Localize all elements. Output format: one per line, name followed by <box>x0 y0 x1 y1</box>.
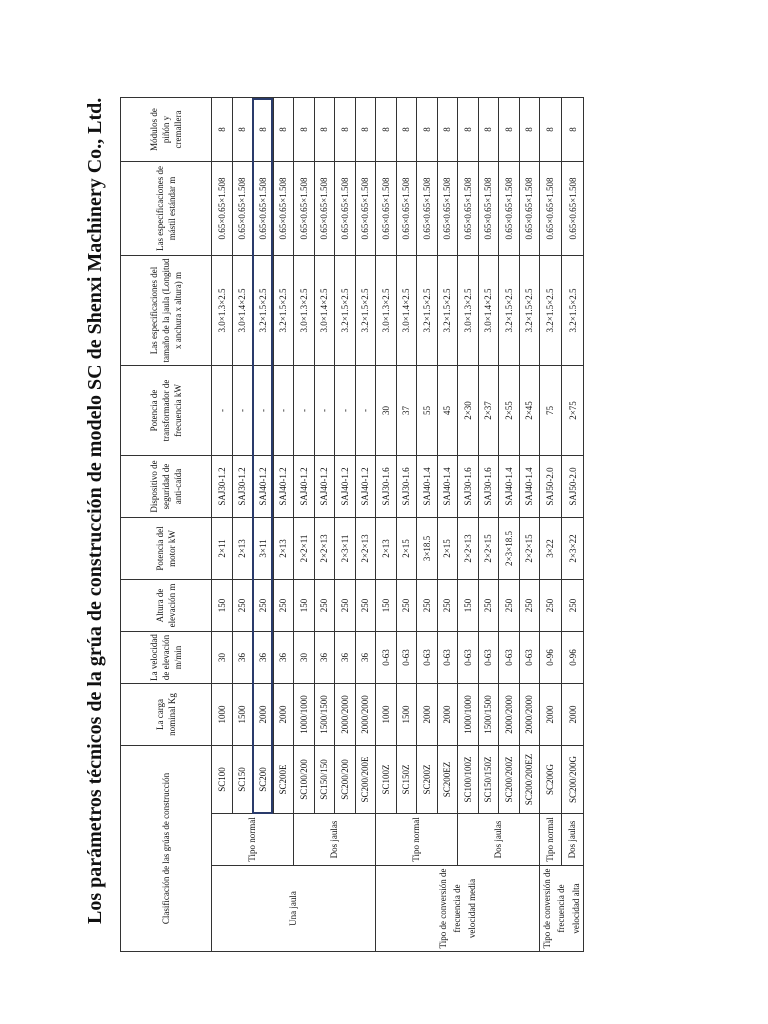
spec-cell: 2000 <box>437 684 458 746</box>
model-cell: SC200/200Z <box>499 746 520 814</box>
spec-cell: 2×55 <box>499 366 520 456</box>
spec-cell: 0.65×0.65×1.508 <box>519 162 540 256</box>
page-title: Los parámetros técnicos de la grúa de construcción de modelo SC de Shenxi Machinery Co., Ltd. <box>84 97 106 924</box>
spec-cell: 0-96 <box>540 632 562 684</box>
spec-cell: 8 <box>396 98 417 162</box>
header-module: Módulos de piñón y cremallera <box>121 98 212 162</box>
spec-cell: 2×30 <box>458 366 479 456</box>
spec-cell: 36 <box>253 632 274 684</box>
spec-cell: 1500/1500 <box>478 684 499 746</box>
spec-cell: 3.0×1.4×2.5 <box>478 256 499 366</box>
spec-cell: 3.2×1.5×2.5 <box>355 256 376 366</box>
spec-cell: SAJ40-1.2 <box>314 456 335 518</box>
table-row <box>212 98 233 952</box>
spec-cell: - <box>314 366 335 456</box>
spec-cell: 150 <box>458 580 479 632</box>
spec-cell: 250 <box>519 580 540 632</box>
spec-cell: SAJ50-2.0 <box>540 456 562 518</box>
spec-cell: 8 <box>562 98 584 162</box>
spec-cell: 0.65×0.65×1.508 <box>253 162 274 256</box>
header-height: Altura de elevación m <box>121 580 212 632</box>
spec-cell: 1000/1000 <box>294 684 315 746</box>
spec-cell: 3.0×1.4×2.5 <box>396 256 417 366</box>
spec-cell: 250 <box>562 580 584 632</box>
spec-cell: 0-63 <box>499 632 520 684</box>
spec-cell: 3.0×1.3×2.5 <box>294 256 315 366</box>
spec-cell: 3.0×1.3×2.5 <box>458 256 479 366</box>
spec-cell: SAJ30-1.6 <box>376 456 397 518</box>
spec-cell: 250 <box>253 580 274 632</box>
spec-cell: 3.2×1.5×2.5 <box>562 256 584 366</box>
subcategory-dos-jaulas-g: Dos jaulas <box>562 814 584 866</box>
spec-cell: 30 <box>212 632 233 684</box>
spec-cell: 36 <box>314 632 335 684</box>
spec-cell: 8 <box>355 98 376 162</box>
model-cell: SC100/100Z <box>458 746 479 814</box>
spec-cell: 8 <box>478 98 499 162</box>
spec-cell: 3.0×1.3×2.5 <box>212 256 233 366</box>
spec-cell: 2000/2000 <box>499 684 520 746</box>
spec-cell: 250 <box>499 580 520 632</box>
spec-cell: 250 <box>355 580 376 632</box>
spec-cell: SAJ40-1.4 <box>417 456 438 518</box>
spec-cell: 3×18.5 <box>417 518 438 580</box>
subcategory-tipo-normal: Tipo normal <box>212 814 294 866</box>
header-safety: Dispositivo de seguridad de anti-caída <box>121 456 212 518</box>
spec-cell: 8 <box>499 98 520 162</box>
specs-table <box>120 97 584 952</box>
model-cell: SC200Z <box>417 746 438 814</box>
spec-cell: 250 <box>232 580 253 632</box>
spec-cell: 2×2×13 <box>458 518 479 580</box>
spec-cell: SAJ40-1.4 <box>437 456 458 518</box>
spec-cell: 2×3×18.5 <box>499 518 520 580</box>
spec-cell: 0.65×0.65×1.508 <box>355 162 376 256</box>
spec-cell: 3.2×1.5×2.5 <box>335 256 356 366</box>
spec-cell: 1500/1500 <box>314 684 335 746</box>
spec-cell: 3.0×1.4×2.5 <box>232 256 253 366</box>
spec-cell: 8 <box>540 98 562 162</box>
spec-cell: 8 <box>519 98 540 162</box>
spec-cell: SAJ30-1.2 <box>232 456 253 518</box>
spec-cell: 2×3×22 <box>562 518 584 580</box>
model-cell: SC150 <box>232 746 253 814</box>
model-cell: SC200/200E <box>355 746 376 814</box>
model-cell: SC200G <box>540 746 562 814</box>
spec-cell: 45 <box>437 366 458 456</box>
spec-cell: 2000 <box>417 684 438 746</box>
spec-cell: SAJ30-1.6 <box>478 456 499 518</box>
spec-cell: 2×13 <box>232 518 253 580</box>
spec-cell: SAJ30-1.6 <box>458 456 479 518</box>
spec-cell: 36 <box>355 632 376 684</box>
spec-cell: 2×15 <box>396 518 417 580</box>
table-row <box>562 98 584 952</box>
model-cell: SC200 <box>253 746 274 814</box>
spec-cell: 3.0×1.4×2.5 <box>314 256 335 366</box>
spec-cell: SAJ40-1.2 <box>335 456 356 518</box>
spec-cell: 3.2×1.5×2.5 <box>540 256 562 366</box>
spec-cell: 0.65×0.65×1.508 <box>396 162 417 256</box>
spec-cell: - <box>253 366 274 456</box>
spec-cell: 0.65×0.65×1.508 <box>314 162 335 256</box>
spec-cell: 1500 <box>232 684 253 746</box>
spec-cell: 1500 <box>396 684 417 746</box>
header-classification: Clasificación de las grúas de construcción <box>121 746 212 952</box>
spec-cell: 250 <box>478 580 499 632</box>
spec-cell: 3.2×1.5×2.5 <box>253 256 274 366</box>
spec-cell: 2000 <box>540 684 562 746</box>
header-inverter: Potencia de transformador de frecuencia kW <box>121 366 212 456</box>
spec-cell: 0.65×0.65×1.508 <box>562 162 584 256</box>
spec-cell: 0.65×0.65×1.508 <box>212 162 233 256</box>
table-row <box>540 98 562 952</box>
model-cell: SC200/200EZ <box>519 746 540 814</box>
spec-cell: 0.65×0.65×1.508 <box>437 162 458 256</box>
spec-cell: SAJ40-1.2 <box>273 456 294 518</box>
spec-cell: 30 <box>294 632 315 684</box>
spec-cell: 2000 <box>562 684 584 746</box>
spec-cell: 1000 <box>212 684 233 746</box>
spec-cell: 0-63 <box>437 632 458 684</box>
model-cell: SC150/150 <box>314 746 335 814</box>
spec-cell: 8 <box>335 98 356 162</box>
spec-cell: 0.65×0.65×1.508 <box>232 162 253 256</box>
table-row <box>458 98 479 952</box>
spec-cell: 2×45 <box>519 366 540 456</box>
spec-cell: 0.65×0.65×1.508 <box>335 162 356 256</box>
subcategory-dos-jaulas-z: Dos jaulas <box>458 814 540 866</box>
table-body <box>212 98 584 952</box>
spec-cell: 8 <box>437 98 458 162</box>
spec-cell: 2×75 <box>562 366 584 456</box>
category-conversion-alta: Tipo de conversión de frecuencia de velocidad alta <box>540 866 584 952</box>
spec-cell: 0-63 <box>519 632 540 684</box>
spec-cell: SAJ40-1.4 <box>499 456 520 518</box>
spec-cell: 150 <box>212 580 233 632</box>
spec-cell: 250 <box>417 580 438 632</box>
spec-cell: 0.65×0.65×1.508 <box>540 162 562 256</box>
spec-cell: 2×2×11 <box>294 518 315 580</box>
spec-cell: 0.65×0.65×1.508 <box>458 162 479 256</box>
spec-cell: SAJ30-1.6 <box>396 456 417 518</box>
subcategory-tipo-normal-z: Tipo normal <box>376 814 458 866</box>
table-row <box>294 98 315 952</box>
model-cell: SC100Z <box>376 746 397 814</box>
spec-cell: 8 <box>314 98 335 162</box>
model-cell: SC200E <box>273 746 294 814</box>
table-row <box>376 98 397 952</box>
spec-cell: 2×15 <box>437 518 458 580</box>
spec-cell: - <box>273 366 294 456</box>
spec-cell: 150 <box>376 580 397 632</box>
spec-cell: 250 <box>396 580 417 632</box>
spec-cell: 250 <box>540 580 562 632</box>
spec-cell: 0-96 <box>562 632 584 684</box>
spec-cell: SAJ30-1.2 <box>212 456 233 518</box>
model-cell: SC200/200G <box>562 746 584 814</box>
spec-cell: 0-63 <box>458 632 479 684</box>
model-cell: SC200/200 <box>335 746 356 814</box>
spec-cell: 2000/2000 <box>335 684 356 746</box>
header-motor: Potencia del motor kW <box>121 518 212 580</box>
spec-cell: - <box>232 366 253 456</box>
spec-cell: - <box>212 366 233 456</box>
spec-cell: 250 <box>437 580 458 632</box>
spec-cell: 8 <box>417 98 438 162</box>
spec-cell: 8 <box>212 98 233 162</box>
spec-cell: - <box>294 366 315 456</box>
spec-cell: 75 <box>540 366 562 456</box>
spec-cell: 30 <box>376 366 397 456</box>
spec-cell: - <box>355 366 376 456</box>
spec-cell: 0.65×0.65×1.508 <box>417 162 438 256</box>
header-mast: Las especificaciones de mástil estándar m <box>121 162 212 256</box>
subcategory-dos-jaulas: Dos jaulas <box>294 814 376 866</box>
model-cell: SC200EZ <box>437 746 458 814</box>
spec-cell: 250 <box>314 580 335 632</box>
spec-cell: 1000 <box>376 684 397 746</box>
spec-cell: 2×37 <box>478 366 499 456</box>
spec-cell: 8 <box>376 98 397 162</box>
spec-cell: SAJ40-1.2 <box>355 456 376 518</box>
spec-cell: 3.2×1.5×2.5 <box>519 256 540 366</box>
model-cell: SC100/200 <box>294 746 315 814</box>
spec-cell: 2×2×15 <box>478 518 499 580</box>
spec-cell: 0-63 <box>376 632 397 684</box>
spec-cell: 0-63 <box>417 632 438 684</box>
subcategory-tipo-normal-g: Tipo normal <box>540 814 562 866</box>
spec-cell: 0.65×0.65×1.508 <box>294 162 315 256</box>
model-cell: SC150Z <box>396 746 417 814</box>
spec-cell: 0.65×0.65×1.508 <box>478 162 499 256</box>
spec-cell: 3.2×1.5×2.5 <box>273 256 294 366</box>
spec-cell: 0.65×0.65×1.508 <box>499 162 520 256</box>
spec-cell: 2000 <box>273 684 294 746</box>
spec-cell: 8 <box>273 98 294 162</box>
spec-cell: 2×13 <box>376 518 397 580</box>
spec-cell: 2×2×13 <box>355 518 376 580</box>
spec-cell: 2×3×11 <box>335 518 356 580</box>
spec-cell: 250 <box>273 580 294 632</box>
spec-cell: 8 <box>253 98 274 162</box>
spec-cell: 2000/2000 <box>519 684 540 746</box>
spec-cell: 2×11 <box>212 518 233 580</box>
spec-cell: 2000 <box>253 684 274 746</box>
spec-cell: 2×2×15 <box>519 518 540 580</box>
spec-cell: 36 <box>232 632 253 684</box>
spec-cell: 2×13 <box>273 518 294 580</box>
category-conversion-media: Tipo de conversión de frecuencia de velocidad media <box>376 866 540 952</box>
spec-cell: 2×2×13 <box>314 518 335 580</box>
spec-cell: - <box>335 366 356 456</box>
header-load: La carga nominal Kg <box>121 684 212 746</box>
model-cell: SC100 <box>212 746 233 814</box>
spec-cell: SAJ40-1.2 <box>294 456 315 518</box>
spec-cell: 3.2×1.5×2.5 <box>417 256 438 366</box>
spec-cell: 3.2×1.5×2.5 <box>499 256 520 366</box>
spec-cell: SAJ40-1.2 <box>253 456 274 518</box>
spec-cell: 3×11 <box>253 518 274 580</box>
header-speed: La velocidad de elevación m/min <box>121 632 212 684</box>
spec-cell: 150 <box>294 580 315 632</box>
spec-cell: 250 <box>335 580 356 632</box>
spec-cell: 8 <box>458 98 479 162</box>
spec-cell: 0-63 <box>478 632 499 684</box>
spec-cell: 8 <box>232 98 253 162</box>
spec-cell: 36 <box>273 632 294 684</box>
spec-cell: 2000/2000 <box>355 684 376 746</box>
spec-cell: 3×22 <box>540 518 562 580</box>
model-cell: SC150/150Z <box>478 746 499 814</box>
spec-cell: 0.65×0.65×1.508 <box>273 162 294 256</box>
spec-cell: 3.0×1.3×2.5 <box>376 256 397 366</box>
spec-cell: 55 <box>417 366 438 456</box>
spec-cell: 8 <box>294 98 315 162</box>
header-cage: Las especificaciones del tamaño de la jaula (Longitud x anchura x altura) m <box>121 256 212 366</box>
spec-cell: 0-63 <box>396 632 417 684</box>
spec-cell: 36 <box>335 632 356 684</box>
header-row <box>121 98 212 952</box>
spec-cell: 37 <box>396 366 417 456</box>
spec-cell: 0.65×0.65×1.508 <box>376 162 397 256</box>
category-una-jaula: Una jaula <box>212 866 376 952</box>
spec-cell: 3.2×1.5×2.5 <box>437 256 458 366</box>
spec-cell: SAJ40-1.4 <box>519 456 540 518</box>
spec-cell: SAJ50-2.0 <box>562 456 584 518</box>
spec-cell: 1000/1000 <box>458 684 479 746</box>
